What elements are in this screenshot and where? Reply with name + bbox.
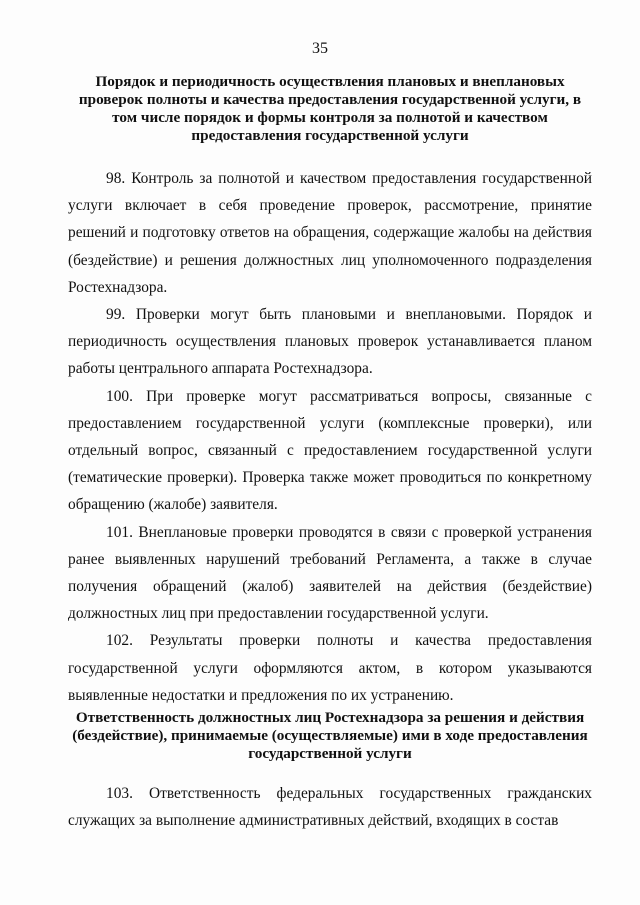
section-heading: Порядок и периодичность осуществления плановых и внеплановых проверок полноты и качества предоставления государственной услуги, в том числе порядок и формы контроля за полнотой и качеством предоставления государственной услуги [78, 73, 582, 144]
paragraph-100: 100. При проверке могут рассматриваться вопросы, связанные с предоставлением государственной услуги (комплексные проверки), или отдельный вопрос, связанный с предоставлением государственной услуги (тематические проверки). Проверка также может проводиться по конкретному обращению (жалобе) заявителя. [68, 387, 592, 514]
paragraph-99: 99. Проверки могут быть плановыми и внеплановыми. Порядок и периодичность осуществления плановых проверок устанавливается планом работы центрального аппарата Ростехнадзора. [68, 306, 592, 378]
page-number: 35 [312, 40, 328, 57]
section-body [68, 165, 592, 709]
section-body [68, 780, 592, 834]
section-heading: Ответственность должностных лиц Ростехнадзора за решения и действия (бездействие), принимаемые (осуществляемые) ими в ходе предоставления государственной услуги [72, 709, 588, 762]
paragraph-103: 103. Ответственность федеральных государственных гражданских служащих за выполнение административных действий, входящих в состав [68, 785, 592, 830]
paragraph-101: 101. Внеплановые проверки проводятся в связи с проверкой устранения ранее выявленных нарушений требований Регламента, а также в случае получения обращений (жалоб) заявителей на действия (бездействие) должностных лиц при предоставлении государственной услуги. [68, 523, 592, 623]
paragraph-98: 98. Контроль за полнотой и качеством предоставления государственной услуги включает в себя проведение проверок, рассмотрение, принятие решений и подготовку ответов на обращения, содержащие жалобы на действия (бездействие) и решения должностных лиц уполномоченного подразделения Ростехнадзора. [68, 170, 592, 296]
paragraph-102: 102. Результаты проверки полноты и качества предоставления государственной услуги оформляются актом, в котором указываются выявленные недостатки и предложения по их устранению. [68, 632, 592, 704]
